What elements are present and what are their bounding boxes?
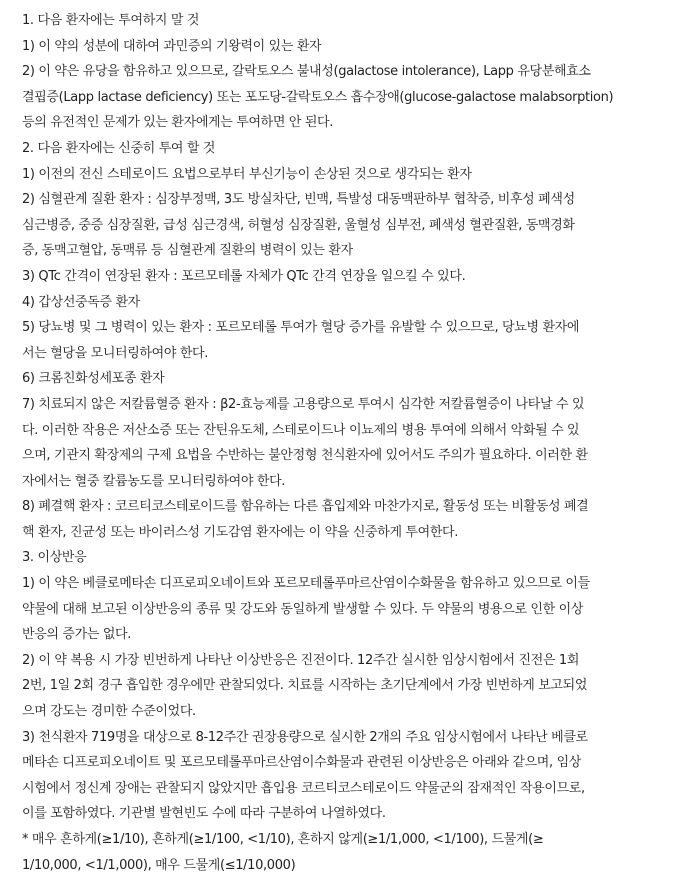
text-line: 시험에서 정신계 장애는 관찰되지 않았지만 흡입용 코르티코스테로이드 약물군의 잠재적인 작용이므로,	[22, 780, 585, 796]
text-line: 자에서는 혈중 칼륨농도를 모니터링하여야 한다.	[22, 473, 286, 489]
text-line: 6) 크롬친화성세포종 환자	[22, 371, 165, 387]
frequency-note: * 매우 흔하게(≥1/10), 흔하게(≥1/100, <1/10), 흔하지 않게(≥1/1,000, <1/100), 드물게(≥	[22, 832, 544, 847]
text-line: 2번, 1일 2회 경구 흡입한 경우에만 관찰되었다. 치료를 시작하는 초기단계에서 가장 빈번하게 보고되었	[22, 678, 588, 694]
text-line: 3) 천식환자 719명을 대상으로 8-12주간 권장용량으로 실시한 2개의 주요 임상시험에서 나타난 베클로	[22, 729, 588, 745]
text-line: 2) 심혈관계 질환 환자 : 심장부정맥, 3도 방실차단, 빈맥, 특발성 대동맥판하부 협착증, 비후성 폐색성	[22, 192, 575, 208]
section-heading-contraindications: 1. 다음 환자에는 투여하지 말 것	[22, 13, 200, 28]
text-line: 약물에 대해 보고된 이상반응의 종류 및 강도와 동일하게 발생할 수 있다. 두 약물의 병용으로 인한 이상	[22, 601, 584, 617]
text-line: 4) 갑상선중독증 환자	[22, 294, 140, 310]
text-line: 다. 이러한 작용은 저산소증 또는 잔틴유도체, 스테로이드나 이뇨제의 병용 투여에 의해서 악화될 수 있	[22, 422, 580, 438]
text-line: 1) 이전의 전신 스테로이드 요법으로부터 부신기능이 손상된 것으로 생각되는 환자	[22, 166, 472, 182]
text-line: 8) 폐결핵 환자 : 코르티코스테로이드를 함유하는 다른 흡입제와 마찬가지로, 활동성 또는 비활동성 폐결	[22, 499, 589, 515]
frequency-note: 1/10,000, <1/1,000), 매우 드물게(≤1/10,000)	[22, 857, 296, 873]
text-line: 증, 동맥고혈압, 동맥류 등 심혈관계 질환의 병력이 있는 환자	[22, 243, 353, 259]
text-line: 으며 강도는 경미한 수준이었다.	[22, 704, 196, 720]
text-line: 2) 이 약은 유당을 함유하고 있으므로, 갈락토오스 불내성(galactose intolerance), Lapp 유당분해효소	[22, 64, 591, 80]
text-line: 등의 유전적인 문제가 있는 환자에게는 투여하면 안 된다.	[22, 115, 334, 131]
text-line: 반응의 증가는 없다.	[22, 627, 132, 643]
section-heading-precautions: 2. 다음 환자에는 신중히 투여 할 것	[22, 140, 216, 156]
text-line: 5) 당뇨병 및 그 병력이 있는 환자 : 포르모테롤 투여가 혈당 증가를 유발할 수 있으므로, 당뇨병 환자에	[22, 320, 580, 336]
text-line: 심근병증, 중증 심장질환, 급성 심근경색, 허혈성 심장질환, 울혈성 심부전, 폐색성 혈관질환, 동맥경화	[22, 217, 575, 233]
text-line: 결핍증(Lapp lactase deficiency) 또는 포도당-갈락토오스 흡수장애(glucose-galactose malabsorption)	[22, 89, 614, 105]
text-line: 으며, 기관지 확장제의 구제 요법을 수반하는 불안정형 천식환자에 있어서도 주의가 필요하다. 이러한 환	[22, 448, 588, 464]
text-line: 3) QTc 간격이 연장된 환자 : 포르모테롤 자체가 QTc 간격 연장을 일으킬 수 있다.	[22, 268, 466, 284]
text-line: 2) 이 약 복용 시 가장 빈번하게 나타난 이상반응은 진전이다. 12주간 실시한 임상시험에서 진전은 1회	[22, 652, 580, 668]
text-line: 핵 환자, 진균성 또는 바이러스성 기도감염 환자에는 이 약을 신중하게 투여한다.	[22, 524, 459, 540]
section-heading-adverse-reactions: 3. 이상반응	[22, 550, 87, 566]
text-line: 이를 포함하였다. 기관별 발현빈도 수에 따라 구분하여 나열하였다.	[22, 806, 386, 822]
text-line: 1) 이 약의 성분에 대하여 과민증의 기왕력이 있는 환자	[22, 38, 322, 54]
text-line: 1) 이 약은 베클로메타손 디프로피오네이트와 포르모테롤푸마르산염이수화물을 함유하고 있으므로 이들	[22, 576, 590, 592]
text-line: 7) 치료되지 않은 저칼륨혈증 환자 : β2-효능제를 고용량으로 투여시 심각한 저칼륨혈증이 나타날 수 있	[22, 396, 585, 412]
text-line: 메타손 디프로피오네이트 및 포르모테롤푸마르산염이수화물과 관련된 이상반응은 아래와 같으며, 임상	[22, 755, 581, 771]
text-line: 서는 혈당을 모니터링하여야 한다.	[22, 345, 209, 361]
